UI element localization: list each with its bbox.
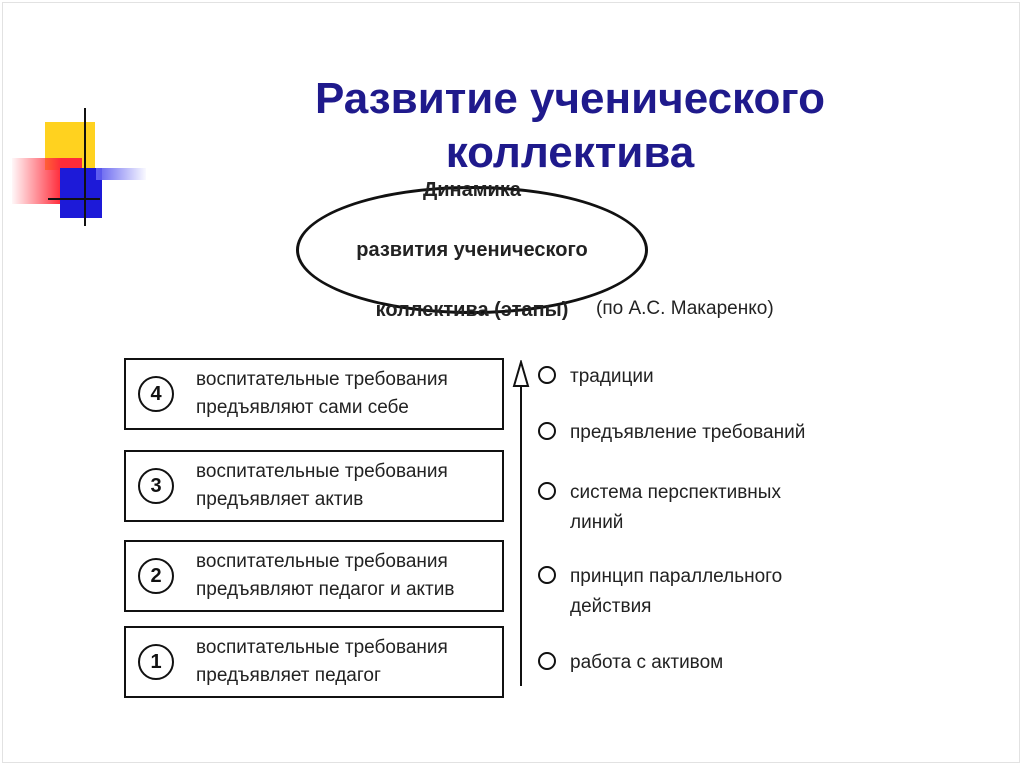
stage-3-line1: воспитательные требования — [196, 461, 448, 482]
feature-item-4 — [538, 562, 782, 622]
feature-3-line2: линий — [570, 512, 624, 533]
feature-bullet-icon — [538, 482, 556, 500]
feature-1-line1: традиции — [570, 366, 654, 387]
feature-bullet-icon — [538, 366, 556, 384]
feature-text-2 — [570, 418, 805, 448]
feature-3-line1: система перспективных — [570, 482, 781, 503]
stage-text-2 — [196, 548, 454, 604]
stage-2-line2: предъявляют педагог и актив — [196, 579, 455, 600]
feature-bullet-icon — [538, 652, 556, 670]
feature-bullet-icon — [538, 422, 556, 440]
feature-item-3 — [538, 478, 781, 538]
stage-4-line1: воспитательные требования — [196, 369, 448, 390]
stage-2-line1: воспитательные требования — [196, 551, 448, 572]
slide-title-line1: Развитие ученического — [315, 74, 825, 123]
stage-text-4 — [196, 366, 448, 422]
stage-box-4 — [124, 358, 504, 430]
stage-number-2: 2 — [138, 558, 174, 594]
feature-2-line1: предъявление требований — [570, 422, 806, 443]
stage-text-1 — [196, 634, 448, 690]
ellipse-line3: коллектива (этапы) — [375, 299, 569, 321]
progress-arrow-icon — [506, 360, 536, 690]
feature-text-4 — [570, 562, 782, 622]
feature-bullet-icon — [538, 566, 556, 584]
diagram-subtitle: (по А.С. Макаренко) — [596, 298, 774, 319]
ellipse-text — [356, 145, 588, 355]
feature-text-3 — [570, 478, 781, 538]
diagram-ellipse — [296, 179, 648, 321]
feature-text-1 — [570, 362, 654, 392]
stage-text-3 — [196, 458, 448, 514]
feature-item-2 — [538, 418, 805, 448]
feature-5-line1: работа с активом — [570, 652, 724, 673]
stage-box-3 — [124, 450, 504, 522]
feature-item-5 — [538, 648, 723, 678]
stage-number-4: 4 — [138, 376, 174, 412]
stage-3-line2: предъявляет актив — [196, 489, 364, 510]
feature-4-line2: действия — [570, 596, 652, 617]
stage-number-1: 1 — [138, 644, 174, 680]
feature-text-5 — [570, 648, 723, 678]
stage-1-line1: воспитательные требования — [196, 637, 448, 658]
feature-4-line1: принцип параллельного — [570, 566, 783, 587]
ellipse-line1: Динамика — [423, 179, 521, 201]
stage-number-3: 3 — [138, 468, 174, 504]
stage-4-line2: предъявляют сами себе — [196, 397, 409, 418]
stage-1-line2: предъявляет педагог — [196, 665, 381, 686]
feature-item-1 — [538, 362, 654, 392]
stage-box-2 — [124, 540, 504, 612]
stage-box-1 — [124, 626, 504, 698]
ellipse-line2: развития ученического — [356, 239, 588, 261]
slide-title-line2: коллектива — [445, 128, 695, 177]
